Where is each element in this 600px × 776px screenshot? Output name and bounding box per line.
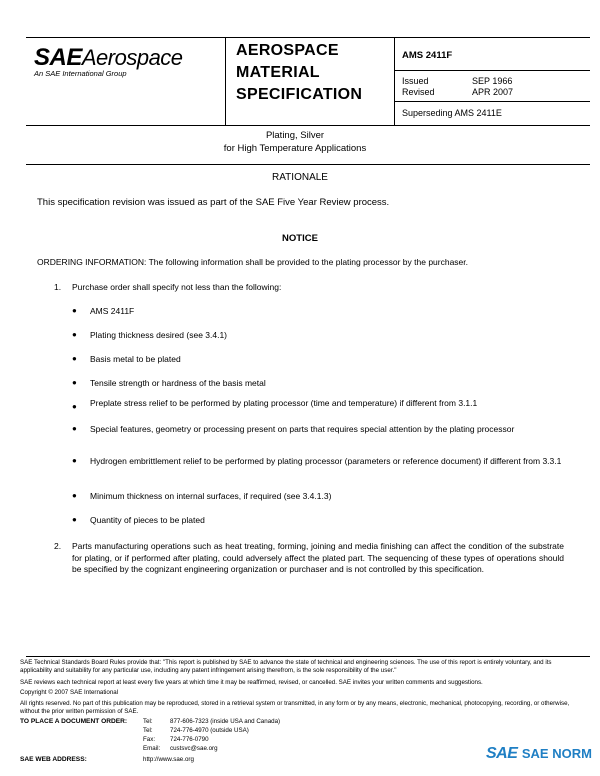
watermark-text: SAE NORM bbox=[521, 746, 592, 761]
contact-label: Fax: bbox=[143, 736, 156, 743]
spec-title bbox=[236, 40, 362, 106]
bullet-item: Minimum thickness on internal surfaces, if required (see 3.4.1.3) bbox=[90, 491, 332, 501]
revised-value: APR 2007 bbox=[472, 87, 514, 97]
bullet-item: Hydrogen embrittlement relief to be performed by plating processor (parameters or reference document) if different from 3.3.1 bbox=[90, 456, 562, 466]
order-label: TO PLACE A DOCUMENT ORDER: bbox=[20, 718, 128, 725]
header-bottom-rule bbox=[26, 125, 590, 126]
revised-label: Revised bbox=[402, 87, 435, 97]
contact-value: 724-776-0790 bbox=[170, 736, 209, 743]
contact-label: Tel: bbox=[143, 727, 153, 734]
item-text: Purchase order shall specify not less than the following: bbox=[72, 282, 282, 292]
header-divider-left bbox=[225, 37, 226, 125]
item-number: 1. bbox=[54, 282, 62, 292]
spec-title-line: AEROSPACE bbox=[236, 42, 339, 59]
item-number: 2. bbox=[54, 541, 62, 551]
bullet-dot: ● bbox=[72, 515, 77, 524]
logo-bold: SAE bbox=[34, 44, 82, 71]
bullet-dot: ● bbox=[72, 402, 77, 411]
contact-value: custsvc@sae.org bbox=[170, 745, 218, 752]
sae-norm-watermark bbox=[486, 745, 592, 763]
header-rule-dates bbox=[394, 101, 590, 102]
spec-title-line: MATERIAL bbox=[236, 64, 320, 81]
rationale-heading: RATIONALE bbox=[272, 172, 328, 183]
logo-rest: Aerospace bbox=[81, 45, 183, 70]
contact-label: Tel: bbox=[143, 718, 153, 725]
bullet-item: Tensile strength or hardness of the basis metal bbox=[90, 378, 266, 388]
bullet-item: Preplate stress relief to be performed by plating processor (time and temperature) if different from 3.1.1 bbox=[90, 398, 478, 408]
contact-value: 877-606-7323 (inside USA and Canada) bbox=[170, 718, 281, 725]
bullet-dot: ● bbox=[72, 330, 77, 339]
bullet-item: Quantity of pieces to be plated bbox=[90, 515, 205, 525]
bullet-dot: ● bbox=[72, 306, 77, 315]
subject-bottom-rule bbox=[26, 164, 590, 165]
contact-label: Email: bbox=[143, 745, 161, 752]
document-subject bbox=[160, 129, 430, 155]
spec-title-line: SPECIFICATION bbox=[236, 86, 363, 103]
header-top-rule bbox=[26, 37, 590, 38]
bullet-dot: ● bbox=[72, 378, 77, 387]
superseding-note: Superseding AMS 2411E bbox=[402, 108, 502, 118]
bullet-item: Plating thickness desired (see 3.4.1) bbox=[90, 330, 228, 340]
bullet-dot: ● bbox=[72, 456, 77, 465]
sae-aerospace-logo bbox=[34, 44, 183, 72]
bullet-dot: ● bbox=[72, 491, 77, 500]
web-value: http://www.sae.org bbox=[143, 756, 194, 763]
footer-copyright: Copyright © 2007 SAE International bbox=[20, 689, 119, 696]
contact-value: 724-776-4970 (outside USA) bbox=[170, 727, 249, 734]
watermark-logo: SAE bbox=[486, 745, 518, 762]
rationale-text: This specification revision was issued as part of the SAE Five Year Review process. bbox=[37, 197, 390, 208]
bullet-item: Basis metal to be plated bbox=[90, 354, 181, 364]
subject-line: Plating, Silver bbox=[265, 130, 325, 141]
footer-review: SAE reviews each technical report at least every five years at which time it may be reaffirmed, revised, or cancelled. SAE invites your written comments and suggestions. bbox=[20, 679, 483, 686]
footer-rules: SAE Technical Standards Board Rules provide that: "This report is published by SAE to advance the state of technical and engineering sciences. The use of this report is entirely voluntary, and its applicability and suitability for any particular use, including any patent infringement arising therefrom, is the sole responsibility of the user." bbox=[20, 659, 552, 674]
header-rule-docno bbox=[394, 70, 590, 71]
bullet-item: Special features, geometry or processing present on parts that requires special attention by the plating processor bbox=[90, 424, 515, 434]
document-number: AMS 2411F bbox=[402, 50, 453, 61]
header-divider-right bbox=[394, 37, 395, 125]
bullet-dot: ● bbox=[72, 354, 77, 363]
web-label: SAE WEB ADDRESS: bbox=[20, 756, 87, 763]
footer-rule bbox=[26, 656, 590, 657]
ordering-information: ORDERING INFORMATION: The following information shall be provided to the plating processor by the purchaser. bbox=[37, 257, 469, 267]
bullet-dot: ● bbox=[72, 424, 77, 433]
bullet-item: AMS 2411F bbox=[90, 306, 135, 316]
issued-label: Issued bbox=[402, 76, 429, 86]
notice-heading: NOTICE bbox=[282, 233, 318, 244]
footer-rights: All rights reserved. No part of this publication may be reproduced, stored in a retrieval system or transmitted, in any form or by any means, electronic, mechanical, photocopying, recording, or otherwise, without the prior written permission of SAE. bbox=[20, 700, 570, 715]
subject-line: for High Temperature Applications bbox=[223, 143, 367, 154]
item-text: Parts manufacturing operations such as heat treating, forming, joining and media finishing can affect the condition of the substrate for plating, or if performed after plating, could adversely affect the plated part. The sequencing of these types of operations should be specified by the cognizant engineering organization or purchaser and is not controlled by this specification. bbox=[72, 541, 564, 574]
logo-subtitle: An SAE International Group bbox=[34, 69, 127, 78]
issued-value: SEP 1966 bbox=[472, 76, 513, 86]
